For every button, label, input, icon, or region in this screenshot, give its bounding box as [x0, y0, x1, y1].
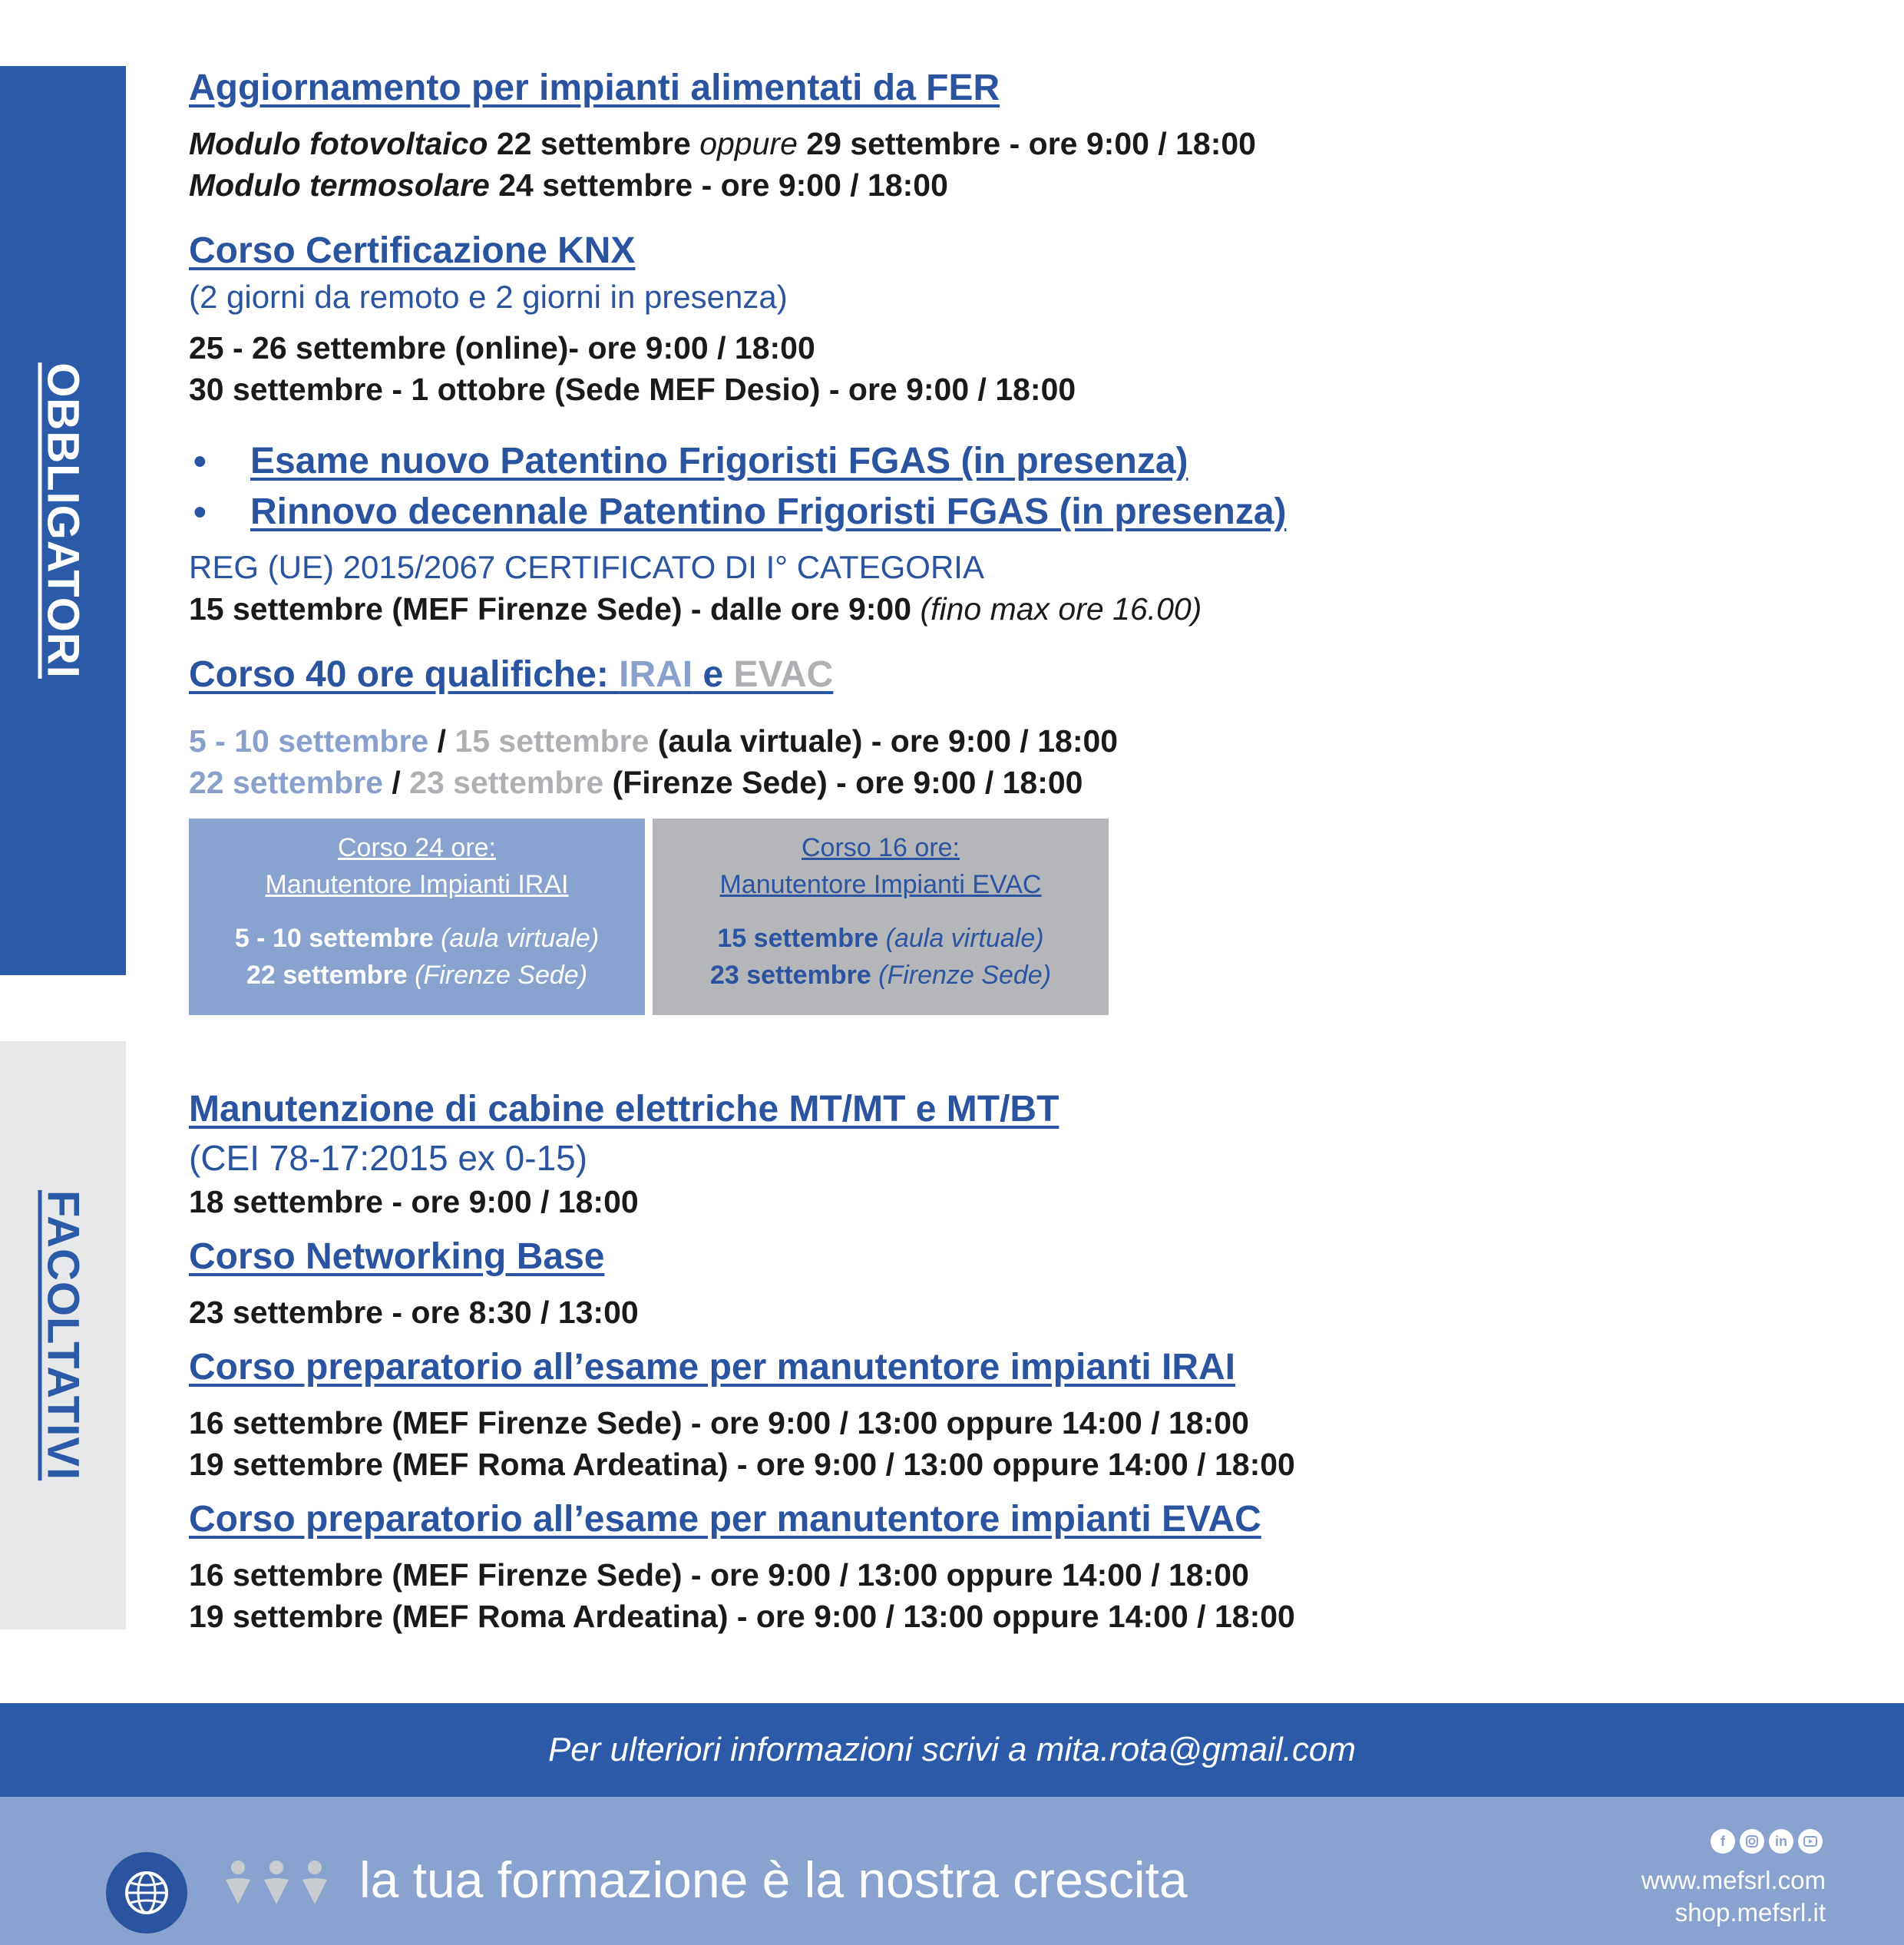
prep-evac-line-1: 16 settembre (MEF Firenze Sede) - ore 9:00 / 13:00 oppure 14:00 / 18:00 — [189, 1557, 1249, 1593]
fer-course-link[interactable]: Aggiornamento per impianti alimentati da FER — [189, 68, 1000, 108]
irai-course-box[interactable]: Corso 24 ore: Manutentore Impianti IRAI 5 - 10 settembre (aula virtuale) 22 settembre (Firenze Sede) — [189, 819, 645, 1015]
cabine-line-1: 18 settembre - ore 9:00 / 18:00 — [189, 1184, 639, 1219]
obbligatori-tab — [0, 66, 126, 975]
prep-irai-course-link[interactable]: Corso preparatorio all’esame per manutentore impianti IRAI — [189, 1347, 1235, 1388]
fgas-renewal-link[interactable]: Rinnovo decennale Patentino Frigoristi FGAS (in presenza) — [250, 491, 1287, 532]
obbligatori-label: OBBLIGATORI — [38, 362, 88, 679]
cabine-course-link[interactable]: Manutenzione di cabine elettriche MT/MT e MT/BT — [189, 1089, 1059, 1130]
course-list — [189, 63, 1840, 1637]
fer-line-1: Modulo fotovoltaico 22 settembre oppure 29 settembre - ore 9:00 / 18:00 — [189, 126, 1256, 161]
website-link[interactable]: www.mefsrl.com — [1641, 1866, 1826, 1894]
prep-evac-course-link[interactable]: Corso preparatorio all’esame per manutentore impianti EVAC — [189, 1499, 1261, 1540]
fgas-regulation: REG (UE) 2015/2067 CERTIFICATO DI I° CATEGORIA — [189, 549, 984, 585]
youtube-icon[interactable] — [1798, 1829, 1823, 1854]
knx-line-1: 25 - 26 settembre (online)- ore 9:00 / 18:00 — [189, 330, 815, 366]
fer-line-2: Modulo termosolare 24 settembre - ore 9:00 / 18:00 — [189, 167, 948, 203]
facoltativi-tab — [0, 1041, 126, 1629]
course-40h-line-1: 5 - 10 settembre / 15 settembre (aula virtuale) - ore 9:00 / 18:00 — [189, 723, 1119, 759]
bullet-icon: • — [193, 491, 207, 533]
course-split-boxes — [189, 819, 1840, 1015]
people-logo-icon — [223, 1857, 330, 1910]
fgas-bullet-1 — [189, 436, 1840, 487]
evac-link[interactable]: EVAC — [733, 654, 834, 695]
fgas-exam-link[interactable]: Esame nuovo Patentino Frigoristi FGAS (in presenza) — [250, 441, 1188, 481]
prep-irai-line-1: 16 settembre (MEF Firenze Sede) - ore 9:00 / 13:00 oppure 14:00 / 18:00 — [189, 1405, 1249, 1441]
irai-link[interactable]: IRAI — [619, 654, 693, 695]
linkedin-icon[interactable]: in — [1769, 1829, 1793, 1854]
fgas-line-1: 15 settembre (MEF Firenze Sede) - dalle ore 9:00 (fino max ore 16.00) — [189, 591, 1202, 627]
fer-module-pv: Modulo fotovoltaico — [189, 126, 488, 161]
course-40h-link[interactable]: Corso 40 ore qualifiche: IRAI e EVAC — [189, 654, 834, 695]
knx-course-link[interactable]: Corso Certificazione KNX — [189, 230, 636, 271]
facoltativi-label: FACOLTATIVI — [38, 1189, 88, 1481]
evac-course-box[interactable]: Corso 16 ore: Manutentore Impianti EVAC 15 settembre (aula virtuale) 23 settembre (Firenze Sede) — [653, 819, 1109, 1015]
networking-course-link[interactable]: Corso Networking Base — [189, 1236, 605, 1277]
shop-link[interactable]: shop.mefsrl.it — [1674, 1898, 1826, 1927]
facebook-icon[interactable]: f — [1711, 1829, 1735, 1854]
fer-module-thermo: Modulo termosolare — [189, 167, 490, 203]
globe-icon[interactable] — [106, 1852, 187, 1933]
prep-irai-line-2: 19 settembre (MEF Roma Ardeatina) - ore 9:00 / 13:00 oppure 14:00 / 18:00 — [189, 1447, 1295, 1482]
fgas-bullet-2 — [189, 487, 1840, 538]
cabine-subtitle: (CEI 78-17:2015 ex 0-15) — [189, 1138, 588, 1178]
contact-bar — [0, 1703, 1904, 1797]
course-40h-line-2: 22 settembre / 23 settembre (Firenze Sede) - ore 9:00 / 18:00 — [189, 765, 1083, 800]
bullet-icon: • — [193, 441, 207, 482]
brand-footer — [0, 1797, 1904, 1945]
instagram-icon[interactable] — [1740, 1829, 1764, 1854]
knx-line-2: 30 settembre - 1 ottobre (Sede MEF Desio) - ore 9:00 / 18:00 — [189, 372, 1076, 407]
social-icons — [1711, 1829, 1823, 1854]
contact-info[interactable]: Per ulteriori informazioni scrivi a mita.rota@gmail.com — [547, 1731, 1357, 1768]
networking-line-1: 23 settembre - ore 8:30 / 13:00 — [189, 1295, 639, 1330]
prep-evac-line-2: 19 settembre (MEF Roma Ardeatina) - ore 9:00 / 13:00 oppure 14:00 / 18:00 — [189, 1599, 1295, 1634]
tagline: la tua formazione è la nostra crescita — [359, 1851, 1188, 1908]
website-links — [1641, 1864, 1826, 1929]
knx-subtitle: (2 giorni da remoto e 2 giorni in presenza) — [189, 279, 788, 315]
